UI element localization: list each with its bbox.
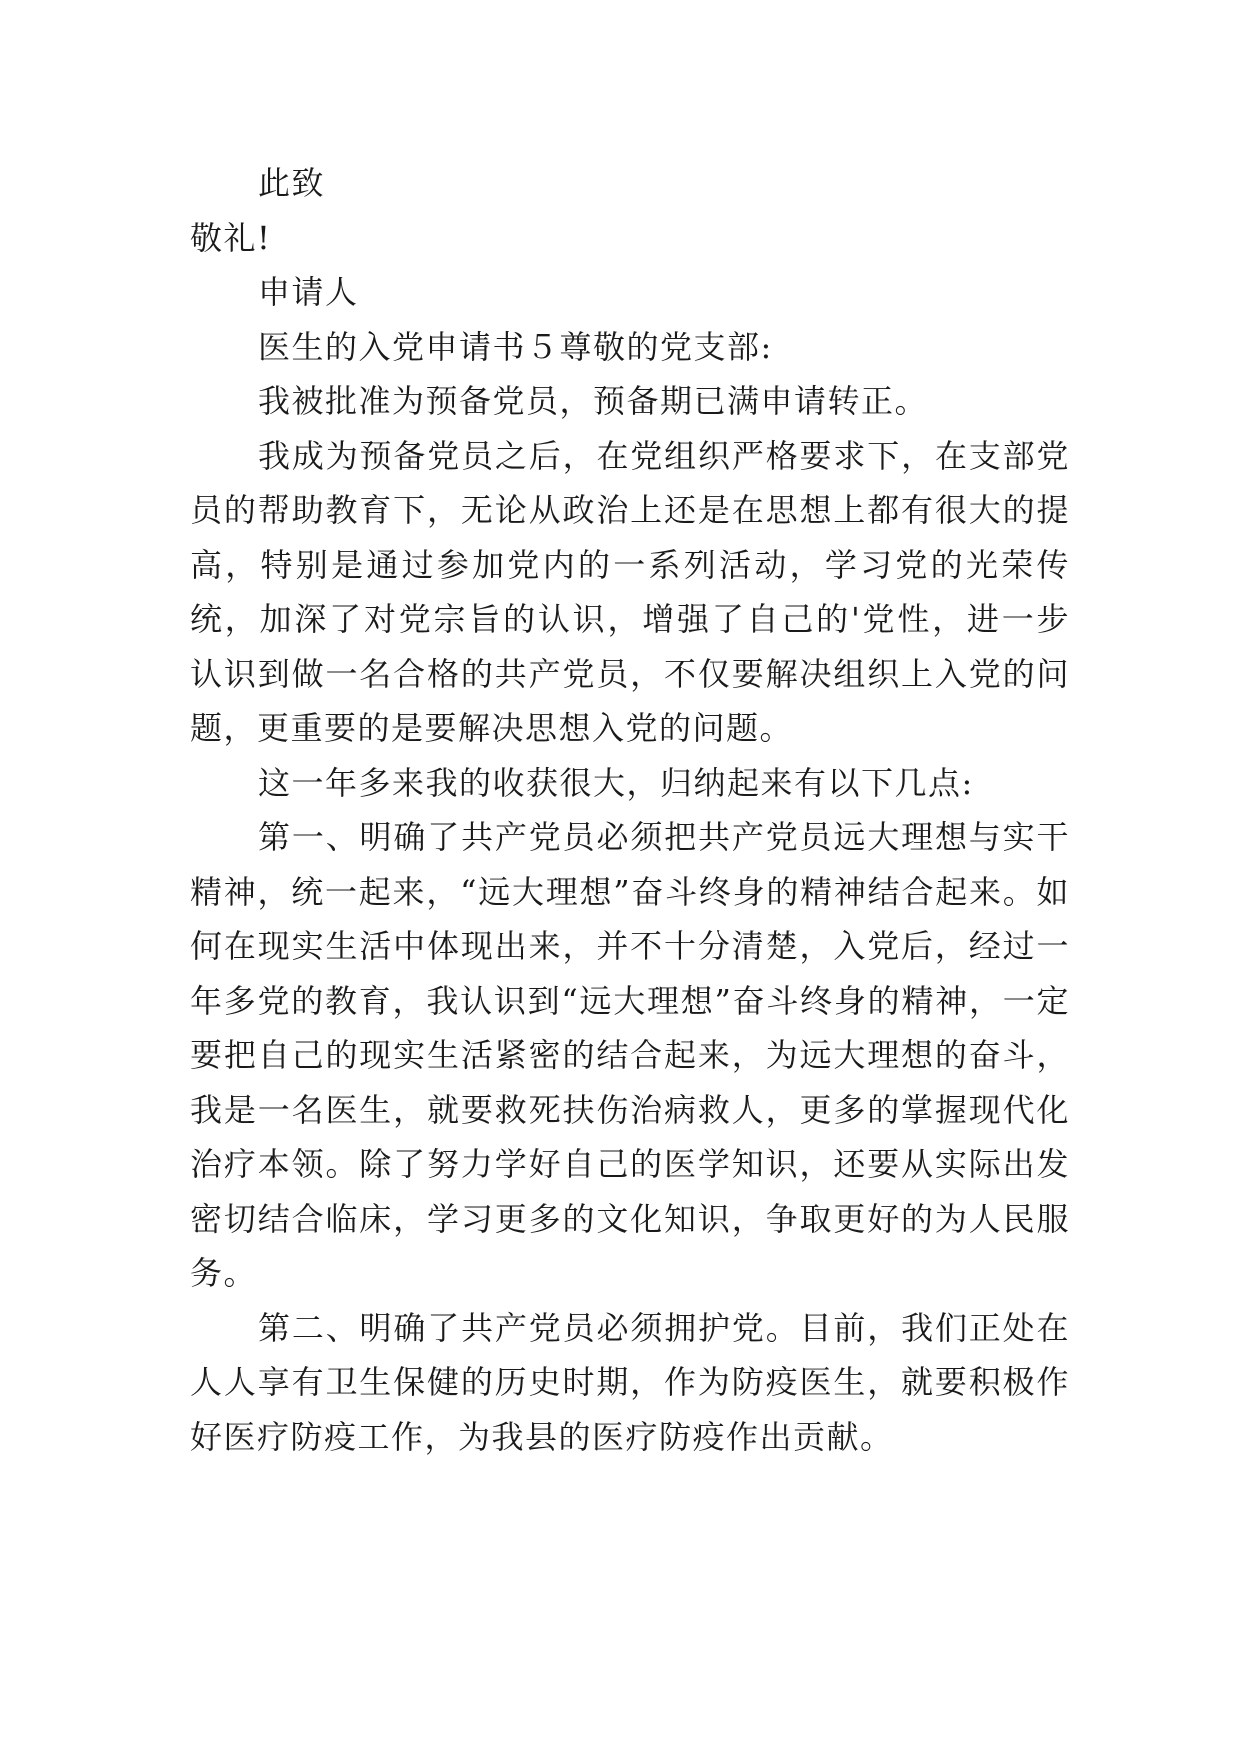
paragraph-point-two: 第二、明确了共产党员必须拥护党。目前，我们正处在人人享有卫生保健的历史时期，作为防疫医生，就要积极作好医疗防疫工作，为我县的医疗防疫作出贡献。 xyxy=(190,1308,1070,1456)
closing-salutation: 此致 xyxy=(258,164,326,202)
letter-heading: 医生的入党申请书５尊敬的党支部: xyxy=(258,327,773,366)
paragraph-growth: 我成为预备党员之后，在党组织严格要求下，在支部党员的帮助教育下，无论从政治上还是在思想上都有很大的提高，特别是通过参加党内的一系列活动，学习党的光荣传统，加深了对党宗旨的认识，增强了自己的'党性，进一步认识到做一名合格的共产党员，不仅要解决组织上入党的问题，更重要的是要解决思想入党的问题。 xyxy=(190,436,1070,747)
paragraph-point-one: 第一、明确了共产党员必须把共产党员远大理想与实干精神，统一起来，“远大理想”奋斗终身的精神结合起来。如何在现实生活中体现出来，并不十分清楚，入党后，经过一年多党的教育，我认识到“远大理想”奋斗终身的精神，一定要把自己的现实生活紧密的结合起来，为远大理想的奋斗，我是一名医生，就要救死扶伤治病救人，更多的掌握现代化治疗本领。除了努力学好自己的医学知识，还要从实际出发密切结合临床，学习更多的文化知识，争取更好的为人民服务。 xyxy=(190,818,1070,1292)
document-body xyxy=(190,156,1070,1464)
applicant-signature-label: 申请人 xyxy=(258,273,359,311)
paragraph-request: 我被批准为预备党员，预备期已满申请转正。 xyxy=(258,382,929,420)
paragraph-summary-intro: 这一年多来我的收获很大，归纳起来有以下几点: xyxy=(258,763,974,802)
closing-regards: 敬礼! xyxy=(190,218,272,257)
